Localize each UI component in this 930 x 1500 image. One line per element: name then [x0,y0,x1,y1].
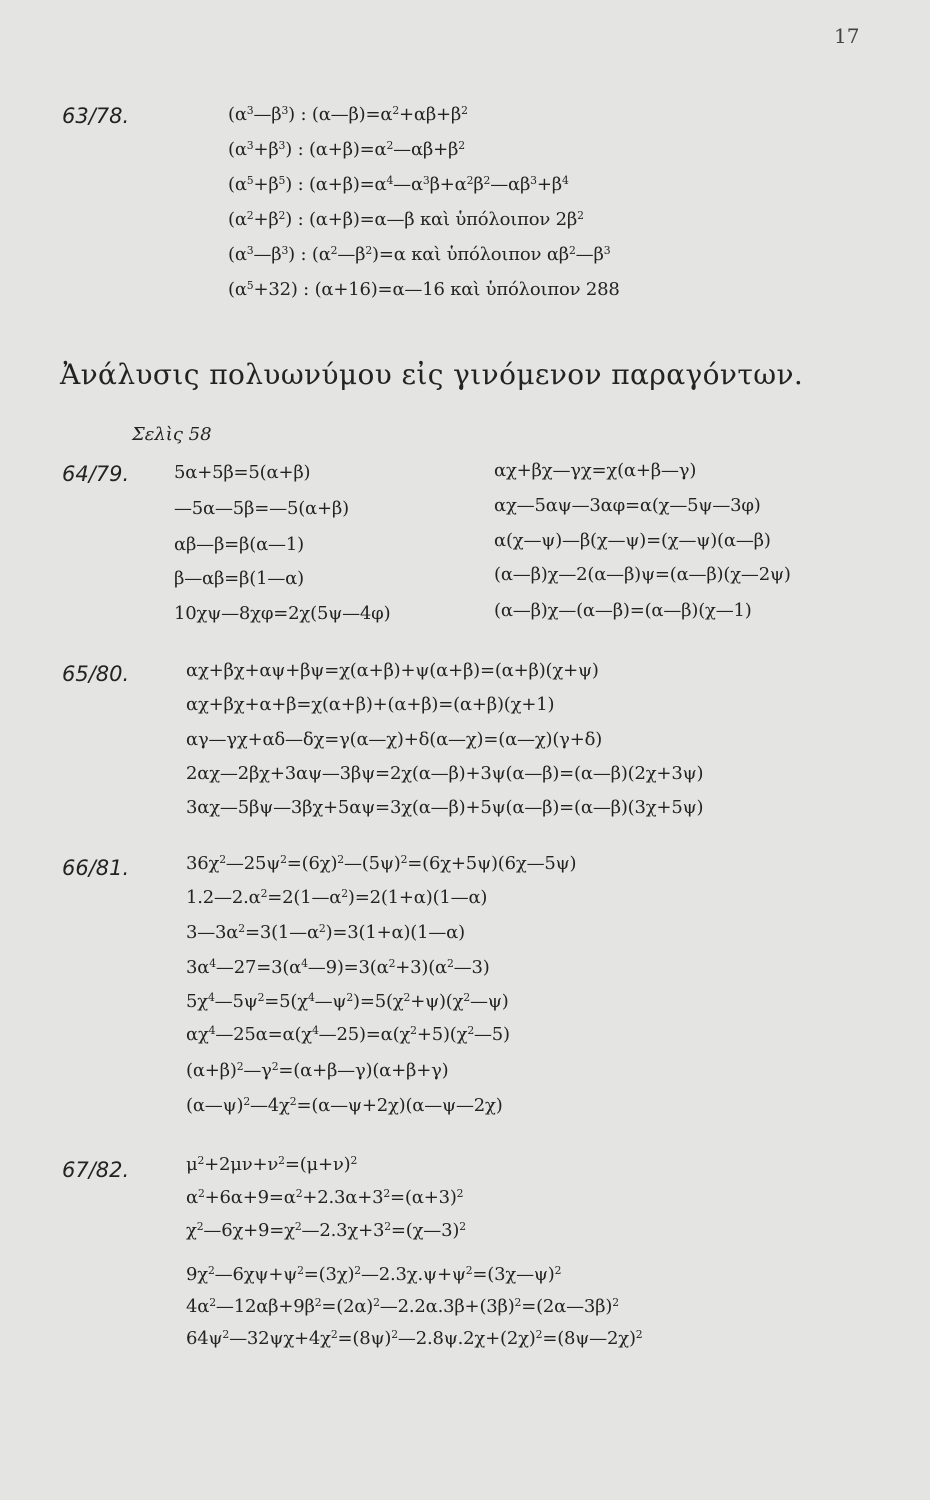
factor-line-left: β—αβ=β(1—α) [174,568,304,589]
page-reference: Σελὶς 58 [132,424,212,445]
factor-line-right: αχ—5αψ—3αφ=α(χ—5ψ—3φ) [494,495,761,516]
section-heading: Ἀνάλυσις πολυωνύμου εἰς γινόμενον παραγόντων. [60,358,804,391]
factor-line: $3\alpha^4—27=3(\alpha^4—9)=3(\alpha^2+3)(\alpha^2—3)$ [186,957,490,978]
factor-line: $\mu^2+2\mu\nu+\nu^2=(\mu+\nu)^2$ [186,1154,358,1175]
factor-line: αχ+βχ+α+β=χ(α+β)+(α+β)=(α+β)(χ+1) [186,694,555,715]
factor-line: $9\chi^2—6\chi\psi+\psi^2=(3\chi)^2—2.3\chi.\psi+\psi^2=(3\chi—\psi)^2$ [186,1264,562,1285]
exercise-number-64: 64/79. [62,462,130,486]
exercise-number-67: 67/82. [62,1158,130,1182]
factor-line: αγ—γχ+αδ—δχ=γ(α—χ)+δ(α—χ)=(α—χ)(γ+δ) [186,729,603,750]
factor-line: $(\alpha+\beta)^2—\gamma^2=(\alpha+\beta—\gamma)(\alpha+\beta+\gamma)$ [186,1060,449,1081]
division-line: $(\alpha^3—\beta^3)$ : $(\alpha—\beta)=\alpha^2+\alpha\beta+\beta^2$ [228,104,468,125]
factor-line: 3αχ—5βψ—3βχ+5αψ=3χ(α—β)+5ψ(α—β)=(α—β)(3χ+5ψ) [186,797,704,818]
factor-line: $\alpha^2+6\alpha+9=\alpha^2+2.3\alpha+3^2=(\alpha+3)^2$ [186,1187,464,1208]
exercise-number-66: 66/81. [62,856,130,880]
factor-line: $1.2—2.\alpha^2=2(1—\alpha^2)=2(1+\alpha)(1—\alpha)$ [186,887,488,908]
factor-line-right: α(χ—ψ)—β(χ—ψ)=(χ—ψ)(α—β) [494,530,771,551]
factor-line-right: αχ+βχ—γχ=χ(α+β—γ) [494,460,697,481]
factor-line-left: —5α—5β=—5(α+β) [174,498,349,519]
factor-line: $\alpha\chi^4—25\alpha=\alpha(\chi^4—25)=\alpha(\chi^2+5)(\chi^2—5)$ [186,1024,510,1045]
factor-line-right: (α—β)χ—2(α—β)ψ=(α—β)(χ—2ψ) [494,564,791,585]
factor-line: $5\chi^4—5\psi^2=5(\chi^4—\psi^2)=5(\chi^2+\psi)(\chi^2—\psi)$ [186,991,509,1012]
division-line: $(\alpha^5+\beta^5)$ : $(\alpha+\beta)=\alpha^4—\alpha^3\beta+\alpha^2\beta^2—\alpha\beta^3+\beta^4$ [228,174,569,195]
factor-line-left: 5α+5β=5(α+β) [174,462,311,483]
factor-line: $4\alpha^2—12\alpha\beta+9\beta^2=(2\alpha)^2—2.2\alpha.3\beta+(3\beta)^2=(2\alpha—3\beta)^2$ [186,1296,619,1317]
factor-line: $3—3\alpha^2=3(1—\alpha^2)=3(1+\alpha)(1—\alpha)$ [186,922,465,943]
factor-line-left: 10χψ—8χφ=2χ(5ψ—4φ) [174,603,391,624]
factor-line: $64\psi^2—32\psi\chi+4\chi^2=(8\psi)^2—2.8\psi.2\chi+(2\chi)^2=(8\psi—2\chi)^2$ [186,1328,643,1349]
exercise-number-65: 65/80. [62,662,130,686]
factor-line: $(\alpha—\psi)^2—4\chi^2=(\alpha—\psi+2\chi)(\alpha—\psi—2\chi)$ [186,1095,503,1116]
factor-line: $\chi^2—6\chi+9=\chi^2—2.3\chi+3^2=(\chi—3)^2$ [186,1220,466,1241]
factor-line-left: αβ—β=β(α—1) [174,534,304,555]
division-line: $(\alpha^5+32)$ : (α+16)=α—16 καὶ ὑπόλοιπον 288 [228,279,620,300]
division-line: $(\alpha^3+\beta^3)$ : $(\alpha+\beta)=\alpha^2—\alpha\beta+\beta^2$ [228,139,465,160]
exercise-number-63: 63/78. [62,104,130,128]
factor-line-right: (α—β)χ—(α—β)=(α—β)(χ—1) [494,600,752,621]
factor-line: 2αχ—2βχ+3αψ—3βψ=2χ(α—β)+3ψ(α—β)=(α—β)(2χ+3ψ) [186,763,704,784]
page-number: 17 [834,24,860,48]
division-line: $(\alpha^3—\beta^3)$ : $(\alpha^2—\beta^2)=\alpha$ καὶ ὑπόλοιπον $\alpha\beta^2—\beta^3$ [228,244,611,265]
factor-line: αχ+βχ+αψ+βψ=χ(α+β)+ψ(α+β)=(α+β)(χ+ψ) [186,660,599,681]
division-line: $(\alpha^2+\beta^2)$ : (α+β)=α—β καὶ ὑπόλοιπον $2\beta^2$ [228,209,584,230]
factor-line: $36\chi^2—25\psi^2=(6\chi)^2—(5\psi)^2=(6\chi+5\psi)(6\chi—5\psi)$ [186,853,577,874]
